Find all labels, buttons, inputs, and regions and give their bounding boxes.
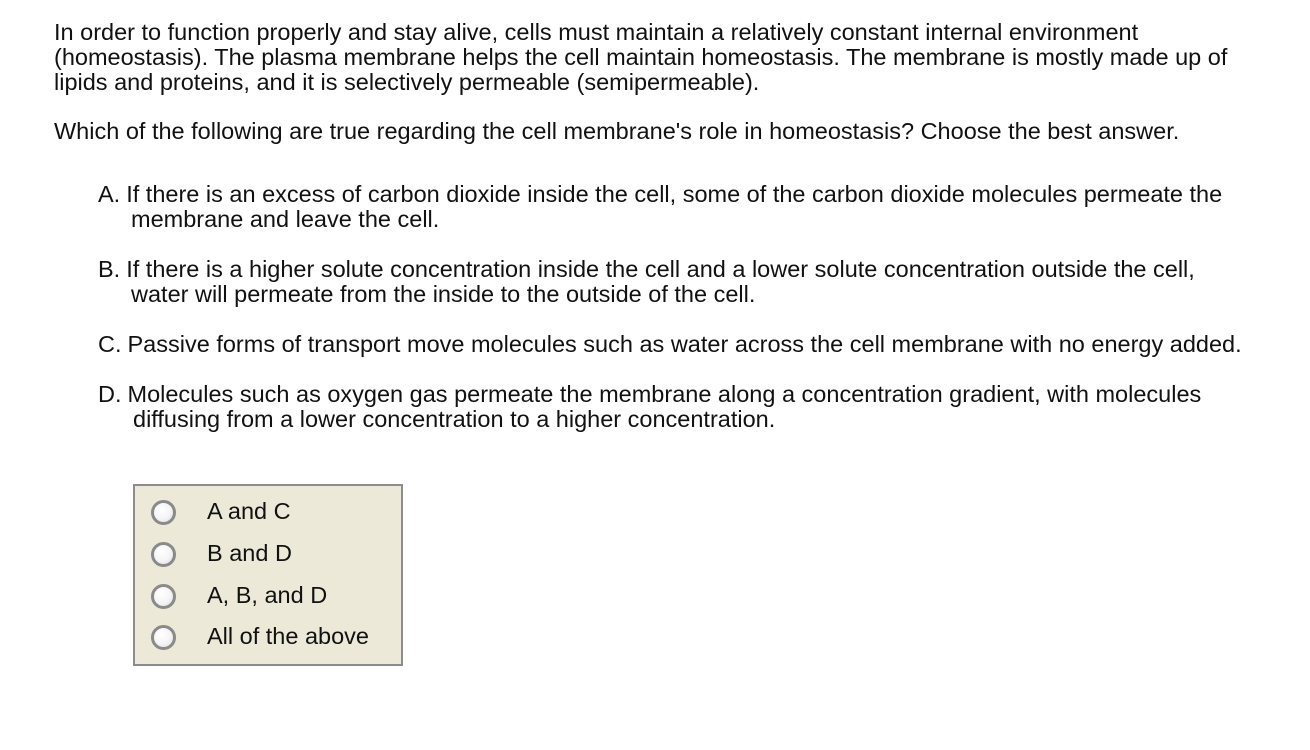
statement-letter: D. [98,381,122,407]
statement-letter: C. [98,331,122,357]
statement-text: Passive forms of transport move molecules such as water across the cell membrane with no energy added. [127,331,1242,357]
answer-choice-label[interactable]: A and C [207,498,291,524]
answer-choices-panel [133,484,403,666]
radio-button-icon[interactable] [151,584,176,609]
statement-text: If there is an excess of carbon dioxide inside the cell, some of the carbon dioxide molecules permeate the membrane and leave the cell. [126,181,1223,232]
statement-b [98,257,1248,307]
answer-choice-label[interactable]: All of the above [207,623,369,649]
answer-choice-label[interactable]: A, B, and D [207,582,328,608]
radio-button-icon[interactable] [151,542,176,567]
statement-a [98,182,1248,232]
answer-choice-label[interactable]: B and D [207,540,292,566]
statement-letter: A. [98,181,121,207]
statement-text: Molecules such as oxygen gas permeate the membrane along a concentration gradient, with molecules diffusing from a lower concentration to a higher concentration. [127,381,1202,432]
statement-list [98,182,1248,457]
answer-choice-all-of-the-above[interactable] [135,617,401,657]
answer-choice-b-and-d[interactable] [135,534,401,574]
answer-choice-a-and-c[interactable] [135,492,401,532]
statement-d [98,382,1248,432]
radio-button-icon[interactable] [151,625,176,650]
question-prompt: Which of the following are true regarding the cell membrane's role in homeostasis? Choose the best answer. [54,118,1180,144]
answer-choice-a-b-and-d[interactable] [135,576,401,616]
statement-c [98,332,1248,357]
statement-letter: B. [98,256,121,282]
statement-text: If there is a higher solute concentration inside the cell and a lower solute concentration outside the cell, water will permeate from the inside to the outside of the cell. [126,256,1195,307]
intro-paragraph: In order to function properly and stay alive, cells must maintain a relatively constant internal environment (homeostasis). The plasma membrane helps the cell maintain homeostasis. The membrane is mostly made up of lipids and proteins, and it is selectively permeable (semipermeable). [54,19,1228,95]
radio-button-icon[interactable] [151,500,176,525]
